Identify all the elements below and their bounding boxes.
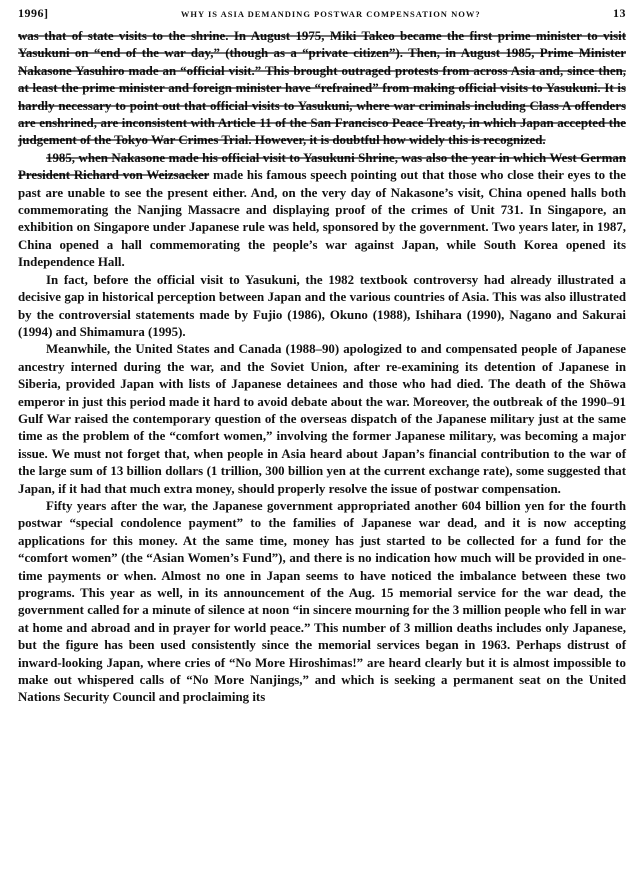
paragraph-1985-events — [18, 150, 626, 272]
header-title: WHY IS ASIA DEMANDING POSTWAR COMPENSATION NOW? — [180, 9, 481, 19]
paragraph-yasukuni-visits: was that of state visits to the shrine. In August 1975, Miki Takeo became the first prime minister to visit Yasukuni on “end of the war day,” (though as a “private citizen”). Then, in August 1985, Prime Minister Nakasone Yasuhiro made an “official visit.” This brought outraged protests from across Asia and, since then, at least the prime minister and foreign minister have “refrained” from making official visits to Yasukuni. It is hardly necessary to point out that official visits to Yasukuni, where war criminals including Class A offenders are enshrined, are inconsistent with Article 11 of the San Francisco Peace Treaty, in which Japan accepted the judgement of the Tokyo War Crimes Trial. However, it is doubtful how widely this is recognized. — [18, 29, 626, 148]
header-year: 1996] — [18, 6, 49, 20]
paragraph-text: made his famous speech pointing out that those who close their eyes to the past are unable to see the present either. And, on the very day of Nakasone’s visit, China opened halls both commemorating the Nanjing Massacre and displaying proof of the crimes of Unit 731. In Singapore, an exhibition on Singapore under Japanese rule was held, sponsored by the government. Two years later, in 1987, China opened a hall commemorating the people’s war against Japan, while South Korea opened its Independence Hall. — [18, 168, 626, 270]
paragraph-textbook-controversy: In fact, before the official visit to Yasukuni, the 1982 textbook controversy had already illustrated a decisive gap in historical perception between Japan and the various countries of Asia. This was also illustrated by the controversial statements made by Fujio (1986), Okuno (1988), Ishihara (1990), Nagano and Sakurai (1994) and Shimamura (1995). — [18, 272, 626, 339]
paragraph-compensation-abroad: Meanwhile, the United States and Canada (1988–90) apologized to and compensated people of Japanese ancestry interned during the war, and the Soviet Union, after re-examining its detention of Japanese in Siberia, provided Japan with lists of Japanese detainees and those who had died. The death of the Shōwa emperor in just this period made it hard to avoid debate about the war. Moreover, the outbreak of the 1990–91 Gulf War raised the contemporary question of the overseas dispatch of the Japanese military just at the same time as the problem of the “comfort women,” involving the former Japanese military, was becoming a major issue. We must not forget that, when people in Asia heard about Japan’s financial contribution to the war of the large sum of 13 billion dollars (1 trillion, 300 billion yen at the current exchange rate), some suggested that Japan, if it had that much extra money, should properly resolve the issue of postwar compensation. — [18, 342, 626, 496]
struck-text: 1985, when Nakasone made his official visit to Yasukuni Shrine, was also the year in which West German President Richard von Weizsacker — [18, 150, 626, 183]
paragraph-fifty-years: Fifty years after the war, the Japanese government appropriated another 604 billion yen for the fourth postwar “special condolence payment” to the families of Japanese war dead, and it is now accepting applications for this money. At the same time, money has just started to be collected for a fund for the “comfort women” (the “Asian Women’s Fund”), and there is no indication how much will be provided in one-time payments or when. Almost no one in Japan seems to have noticed the imbalance between these two programs. This year as well, in its announcement of the Aug. 15 memorial service for the war dead, the government called for a minute of silence at noon “in sincere mourning for the 3 million people who fell in war at home and abroad and in prayer for world peace.” This number of 3 million deaths includes only Japanese, but the figure has been used consistently since the memorial services began in 1963. Perhaps distrust of inward-looking Japan, where cries of “No More Hiroshimas!” are heard clearly but it is almost impossible to make out whispered calls of “No More Nanjings,” and which is seeking a permanent seat on the United Nations Security Council and proclaiming its — [18, 498, 626, 705]
page-number: 13 — [612, 6, 626, 20]
body-text — [18, 28, 626, 707]
running-header — [18, 6, 626, 28]
